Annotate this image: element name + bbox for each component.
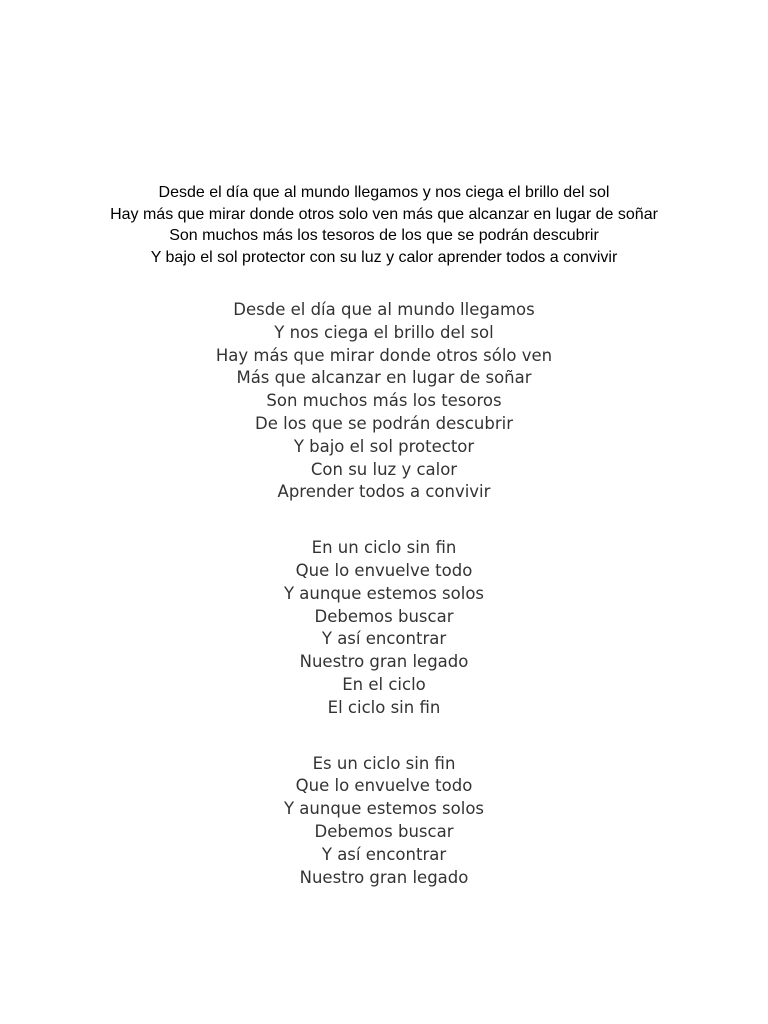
lyric-line: Que lo envuelve todo [295,776,473,796]
intro-line: Desde el día que al mundo llegamos y nos ciega el brillo del sol [158,184,610,201]
intro-line: Son muchos más los tesoros de los que se podrán descubrir [169,227,599,244]
lyric-line: Y así encontrar [321,844,447,864]
lyric-line: Más que alcanzar en lugar de soñar [236,368,532,388]
lyric-line: Aprender todos a convivir [277,482,491,502]
stanza-2 [96,537,672,719]
lyric-line: Son muchos más los tesoros [266,391,502,411]
lyric-line: Y así encontrar [321,629,447,649]
stanza-1 [96,299,672,504]
lyric-line: Que lo envuelve todo [295,560,473,580]
lyric-line: El ciclo sin fin [327,697,441,717]
lyric-line: En el ciclo [342,674,426,694]
lyrics-block [96,299,672,889]
lyric-line: Hay más que mirar donde otros sólo ven [215,345,553,365]
lyric-line: Y aunque estemos solos [283,583,485,603]
lyric-line: Debemos buscar [314,606,454,626]
stanza-3 [96,753,672,890]
intro-line: Hay más que mirar donde otros solo ven más que alcanzar en lugar de soñar [110,205,658,223]
lyric-line: Y aunque estemos solos [283,799,485,819]
lyric-line: En un ciclo sin fin [311,538,457,558]
lyric-line: Debemos buscar [314,821,454,841]
lyric-line: Y bajo el sol protector [293,436,475,456]
intro-paragraph [96,182,672,268]
intro-line: Y bajo el sol protector con su luz y calor aprender todos a convivir [150,248,618,266]
lyric-line: Con su luz y calor [310,459,458,479]
lyric-line: Desde el día que al mundo llegamos [233,300,535,319]
lyric-line: De los que se podrán descubrir [255,413,513,433]
lyric-line: Y nos ciega el brillo del sol [274,322,494,342]
lyric-line: Nuestro gran legado [299,652,469,672]
lyric-line: Es un ciclo sin fin [312,753,456,773]
lyric-line: Nuestro gran legado [299,867,469,887]
